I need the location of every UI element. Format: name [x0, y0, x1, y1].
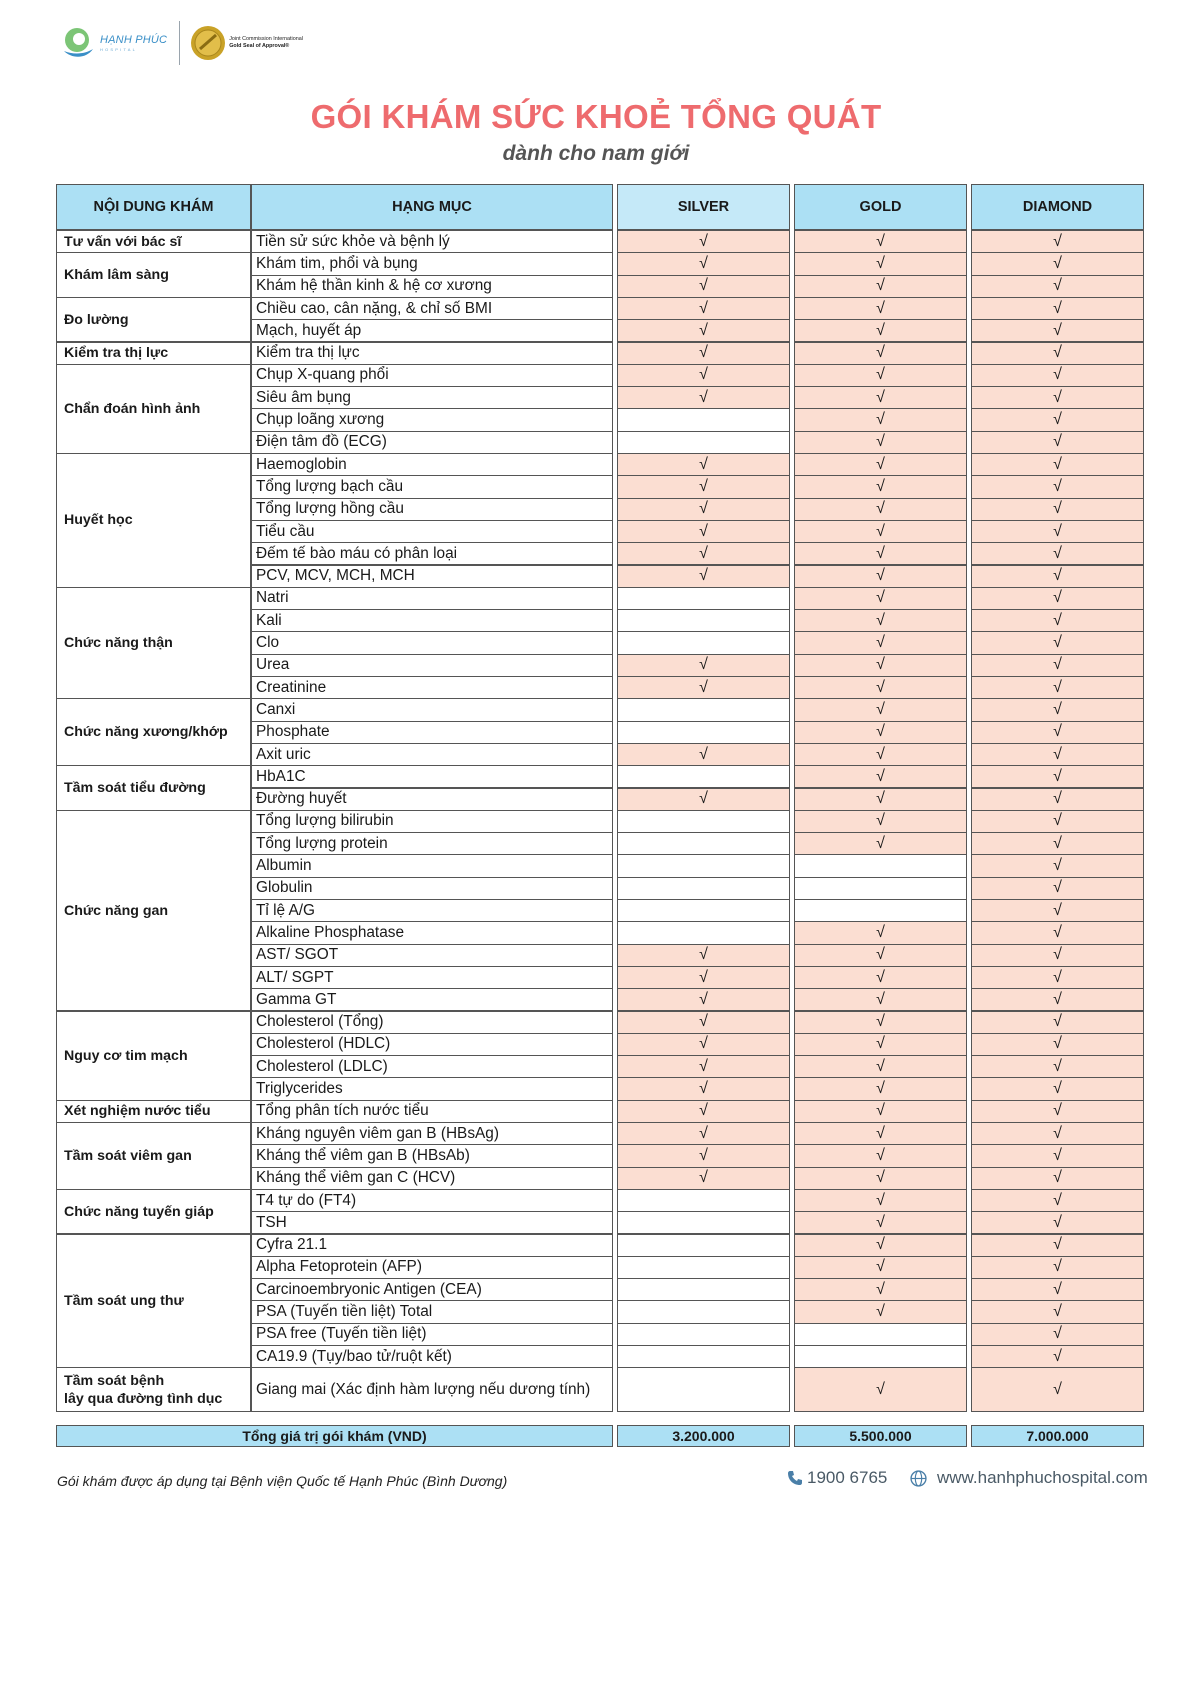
diamond-check-cell: √ [971, 609, 1144, 632]
silver-check-cell [617, 832, 790, 855]
total-label: Tổng giá trị gói khám (VND) [56, 1425, 613, 1447]
item-cell: Carcinoembryonic Antigen (CEA) [251, 1278, 613, 1301]
gold-check-cell [794, 899, 967, 922]
silver-check-cell: √ [617, 1011, 790, 1034]
diamond-check-cell: √ [971, 988, 1144, 1011]
silver-check-cell [617, 698, 790, 721]
diamond-check-cell: √ [971, 743, 1144, 766]
phone-icon [787, 1470, 803, 1486]
item-cell: Phosphate [251, 721, 613, 744]
diamond-check-cell: √ [971, 721, 1144, 744]
item-cell: Tổng lượng bilirubin [251, 810, 613, 833]
silver-check-cell: √ [617, 230, 790, 253]
gold-check-cell: √ [794, 1077, 967, 1100]
item-cell: Canxi [251, 698, 613, 721]
category-cell: Chức năng xương/khớp [56, 698, 251, 766]
gold-check-cell: √ [794, 275, 967, 298]
gold-check-cell: √ [794, 1011, 967, 1034]
silver-check-cell [617, 1367, 790, 1412]
gold-check-cell: √ [794, 988, 967, 1011]
diamond-check-cell: √ [971, 832, 1144, 855]
diamond-check-cell: √ [971, 966, 1144, 989]
diamond-check-cell: √ [971, 1367, 1144, 1412]
website-link[interactable] [910, 1468, 1148, 1488]
item-cell: Kháng thể viêm gan C (HCV) [251, 1167, 613, 1190]
diamond-check-cell: √ [971, 1055, 1144, 1078]
silver-check-cell: √ [617, 944, 790, 967]
hospital-name: HẠNH PHÚC [100, 34, 168, 46]
gold-check-cell: √ [794, 453, 967, 476]
gold-check-cell: √ [794, 498, 967, 521]
gold-check-cell: √ [794, 810, 967, 833]
category-cell: Tầm soát viêm gan [56, 1122, 251, 1190]
diamond-check-cell: √ [971, 587, 1144, 610]
item-cell: Triglycerides [251, 1077, 613, 1100]
item-cell: Đường huyết [251, 788, 613, 811]
item-cell: Tiền sử sức khỏe và bệnh lý [251, 230, 613, 253]
item-cell: Giang mai (Xác định hàm lượng nếu dương tính) [251, 1367, 613, 1412]
item-cell: Urea [251, 654, 613, 677]
diamond-check-cell: √ [971, 565, 1144, 588]
silver-check-cell: √ [617, 788, 790, 811]
diamond-check-cell: √ [971, 275, 1144, 298]
category-cell: Huyết học [56, 453, 251, 588]
item-cell: Điện tâm đồ (ECG) [251, 431, 613, 454]
item-cell: Tổng lượng hồng cầu [251, 498, 613, 521]
diamond-check-cell: √ [971, 765, 1144, 788]
silver-check-cell [617, 609, 790, 632]
silver-check-cell [617, 877, 790, 900]
diamond-check-cell: √ [971, 1234, 1144, 1257]
diamond-check-cell: √ [971, 1100, 1144, 1123]
gold-check-cell: √ [794, 364, 967, 387]
diamond-check-cell: √ [971, 1278, 1144, 1301]
item-cell: Creatinine [251, 676, 613, 699]
seal-line-1: Joint Commission International [229, 36, 303, 42]
silver-check-cell [617, 408, 790, 431]
item-cell: PSA free (Tuyến tiền liệt) [251, 1323, 613, 1346]
silver-check-cell [617, 1234, 790, 1257]
item-cell: CA19.9 (Tụy/bao tử/ruột kết) [251, 1345, 613, 1368]
silver-check-cell: √ [617, 988, 790, 1011]
diamond-check-cell: √ [971, 676, 1144, 699]
item-cell: Chụp X-quang phổi [251, 364, 613, 387]
item-cell: Gamma GT [251, 988, 613, 1011]
total-gold: 5.500.000 [794, 1425, 967, 1447]
item-cell: Khám tim, phổi và bụng [251, 252, 613, 275]
item-cell: Cholesterol (HDLC) [251, 1033, 613, 1056]
gold-check-cell: √ [794, 765, 967, 788]
item-cell: Tiểu cầu [251, 520, 613, 543]
jci-seal [190, 25, 303, 61]
category-cell: Xét nghiệm nước tiểu [56, 1100, 251, 1123]
diamond-check-cell: √ [971, 252, 1144, 275]
category-cell: Khám lâm sàng [56, 252, 251, 298]
category-cell: Tầm soát ung thư [56, 1234, 251, 1369]
col-header-silver: SILVER [617, 184, 790, 230]
diamond-check-cell: √ [971, 810, 1144, 833]
gold-check-cell: √ [794, 1278, 967, 1301]
gold-check-cell: √ [794, 1256, 967, 1279]
diamond-check-cell: √ [971, 408, 1144, 431]
silver-check-cell: √ [617, 319, 790, 342]
diamond-check-cell: √ [971, 230, 1144, 253]
gold-check-cell: √ [794, 832, 967, 855]
silver-check-cell [617, 899, 790, 922]
gold-check-cell: √ [794, 1367, 967, 1412]
gold-check-cell: √ [794, 1211, 967, 1234]
silver-check-cell: √ [617, 1033, 790, 1056]
gold-check-cell: √ [794, 542, 967, 565]
silver-check-cell: √ [617, 743, 790, 766]
silver-check-cell: √ [617, 364, 790, 387]
gold-check-cell: √ [794, 966, 967, 989]
diamond-check-cell: √ [971, 877, 1144, 900]
category-cell: Nguy cơ tim mạch [56, 1011, 251, 1101]
silver-check-cell [617, 587, 790, 610]
diamond-check-cell: √ [971, 899, 1144, 922]
diamond-check-cell: √ [971, 944, 1144, 967]
item-cell: ALT/ SGPT [251, 966, 613, 989]
gold-check-cell: √ [794, 609, 967, 632]
diamond-check-cell: √ [971, 453, 1144, 476]
silver-check-cell: √ [617, 966, 790, 989]
gold-seal-icon [190, 25, 226, 61]
silver-check-cell [617, 1323, 790, 1346]
gold-check-cell: √ [794, 1144, 967, 1167]
item-cell: Tổng lượng protein [251, 832, 613, 855]
item-cell: Albumin [251, 854, 613, 877]
silver-check-cell [617, 1256, 790, 1279]
logo-area [60, 20, 303, 66]
silver-check-cell: √ [617, 1167, 790, 1190]
gold-check-cell: √ [794, 1055, 967, 1078]
item-cell: Globulin [251, 877, 613, 900]
item-cell: Khám hệ thần kinh & hệ cơ xương [251, 275, 613, 298]
silver-check-cell: √ [617, 498, 790, 521]
silver-check-cell [617, 1189, 790, 1212]
silver-check-cell: √ [617, 342, 790, 365]
item-cell: Mạch, huyết áp [251, 319, 613, 342]
gold-check-cell: √ [794, 230, 967, 253]
gold-check-cell: √ [794, 520, 967, 543]
item-cell: Kháng thể viêm gan B (HBsAb) [251, 1144, 613, 1167]
item-cell: Cholesterol (Tổng) [251, 1011, 613, 1034]
diamond-check-cell: √ [971, 1345, 1144, 1368]
silver-check-cell: √ [617, 453, 790, 476]
diamond-check-cell: √ [971, 1323, 1144, 1346]
website-url: www.hanhphuchospital.com [937, 1468, 1148, 1487]
gold-check-cell: √ [794, 319, 967, 342]
category-cell: Kiểm tra thị lực [56, 342, 251, 365]
item-cell: Tỉ lệ A/G [251, 899, 613, 922]
gold-check-cell [794, 1323, 967, 1346]
item-cell: Cholesterol (LDLC) [251, 1055, 613, 1078]
item-cell: Tổng phân tích nước tiểu [251, 1100, 613, 1123]
total-diamond: 7.000.000 [971, 1425, 1144, 1447]
diamond-check-cell: √ [971, 1011, 1144, 1034]
item-cell: T4 tự do (FT4) [251, 1189, 613, 1212]
item-cell: Axit uric [251, 743, 613, 766]
diamond-check-cell: √ [971, 1189, 1144, 1212]
gold-check-cell: √ [794, 342, 967, 365]
gold-check-cell: √ [794, 721, 967, 744]
silver-check-cell [617, 431, 790, 454]
diamond-check-cell: √ [971, 319, 1144, 342]
silver-check-cell [617, 810, 790, 833]
category-cell: Chức năng tuyến giáp [56, 1189, 251, 1235]
category-cell: Tư vấn với bác sĩ [56, 230, 251, 253]
diamond-check-cell: √ [971, 386, 1144, 409]
diamond-check-cell: √ [971, 788, 1144, 811]
phone-contact[interactable] [787, 1468, 887, 1488]
globe-icon [910, 1470, 927, 1487]
page-title: GÓI KHÁM SỨC KHOẺ TỔNG QUÁT [310, 98, 882, 135]
col-header-gold: GOLD [794, 184, 967, 230]
gold-check-cell: √ [794, 1167, 967, 1190]
gold-check-cell: √ [794, 1234, 967, 1257]
gold-check-cell: √ [794, 944, 967, 967]
gold-check-cell: √ [794, 1122, 967, 1145]
diamond-check-cell: √ [971, 654, 1144, 677]
gold-check-cell [794, 854, 967, 877]
col-header-content: NỘI DUNG KHÁM [56, 184, 251, 230]
silver-check-cell [617, 1211, 790, 1234]
item-cell: PCV, MCV, MCH, MCH [251, 565, 613, 588]
page-subtitle: dành cho nam giới [502, 142, 690, 165]
hospital-sub: HOSPITAL [100, 47, 138, 52]
category-cell: Chức năng gan [56, 810, 251, 1012]
silver-check-cell [617, 854, 790, 877]
diamond-check-cell: √ [971, 498, 1144, 521]
diamond-check-cell: √ [971, 1144, 1144, 1167]
silver-check-cell [617, 1300, 790, 1323]
diamond-check-cell: √ [971, 1167, 1144, 1190]
silver-check-cell [617, 765, 790, 788]
total-silver: 3.200.000 [617, 1425, 790, 1447]
gold-check-cell: √ [794, 475, 967, 498]
diamond-check-cell: √ [971, 1300, 1144, 1323]
gold-check-cell: √ [794, 676, 967, 699]
gold-check-cell: √ [794, 431, 967, 454]
silver-check-cell [617, 721, 790, 744]
silver-check-cell: √ [617, 275, 790, 298]
gold-check-cell: √ [794, 631, 967, 654]
gold-check-cell: √ [794, 698, 967, 721]
item-cell: Alpha Fetoprotein (AFP) [251, 1256, 613, 1279]
footer-note: Gói khám được áp dụng tại Bệnh viện Quốc tế Hạnh Phúc (Bình Dương) [57, 1473, 508, 1489]
diamond-check-cell: √ [971, 542, 1144, 565]
diamond-check-cell: √ [971, 1033, 1144, 1056]
item-cell: Clo [251, 631, 613, 654]
diamond-check-cell: √ [971, 1122, 1144, 1145]
seal-line-2: Gold Seal of Approval® [229, 43, 290, 49]
diamond-check-cell: √ [971, 342, 1144, 365]
gold-check-cell [794, 1345, 967, 1368]
item-cell: AST/ SGOT [251, 944, 613, 967]
gold-check-cell: √ [794, 654, 967, 677]
gold-check-cell: √ [794, 1300, 967, 1323]
gold-check-cell: √ [794, 788, 967, 811]
item-cell: Kali [251, 609, 613, 632]
silver-check-cell: √ [617, 1077, 790, 1100]
silver-check-cell: √ [617, 252, 790, 275]
diamond-check-cell: √ [971, 631, 1144, 654]
gold-check-cell: √ [794, 1189, 967, 1212]
item-cell: HbA1C [251, 765, 613, 788]
col-header-item: HẠNG MỤC [251, 184, 613, 230]
category-cell: Chức năng thận [56, 587, 251, 700]
diamond-check-cell: √ [971, 475, 1144, 498]
item-cell: Kiểm tra thị lực [251, 342, 613, 365]
hospital-logo [60, 25, 167, 61]
diamond-check-cell: √ [971, 1256, 1144, 1279]
phone-number: 1900 6765 [807, 1468, 888, 1487]
col-header-diamond: DIAMOND [971, 184, 1144, 230]
diamond-check-cell: √ [971, 364, 1144, 387]
diamond-check-cell: √ [971, 698, 1144, 721]
item-cell: Chụp loãng xương [251, 408, 613, 431]
silver-check-cell: √ [617, 297, 790, 320]
gold-check-cell: √ [794, 921, 967, 944]
item-cell: Đếm tế bào máu có phân loại [251, 542, 613, 565]
diamond-check-cell: √ [971, 431, 1144, 454]
silver-check-cell: √ [617, 1144, 790, 1167]
category-cell: Tầm soát tiểu đường [56, 765, 251, 811]
diamond-check-cell: √ [971, 1211, 1144, 1234]
gold-check-cell: √ [794, 297, 967, 320]
diamond-check-cell: √ [971, 921, 1144, 944]
silver-check-cell: √ [617, 565, 790, 588]
hospital-logo-icon [60, 25, 96, 61]
silver-check-cell: √ [617, 1122, 790, 1145]
gold-check-cell: √ [794, 1100, 967, 1123]
gold-check-cell: √ [794, 408, 967, 431]
diamond-check-cell: √ [971, 854, 1144, 877]
category-cell: Chẩn đoán hình ảnh [56, 364, 251, 454]
gold-check-cell: √ [794, 565, 967, 588]
gold-check-cell: √ [794, 587, 967, 610]
silver-check-cell: √ [617, 676, 790, 699]
item-cell: Cyfra 21.1 [251, 1234, 613, 1257]
silver-check-cell [617, 631, 790, 654]
silver-check-cell: √ [617, 1055, 790, 1078]
silver-check-cell: √ [617, 654, 790, 677]
gold-check-cell: √ [794, 743, 967, 766]
category-cell: Đo lường [56, 297, 251, 343]
item-cell: Kháng nguyên viêm gan B (HBsAg) [251, 1122, 613, 1145]
item-cell: TSH [251, 1211, 613, 1234]
silver-check-cell: √ [617, 475, 790, 498]
category-cell: Tầm soát bệnh lây qua đường tình dục [56, 1367, 251, 1412]
item-cell: Haemoglobin [251, 453, 613, 476]
item-cell: Natri [251, 587, 613, 610]
logo-divider [179, 21, 180, 65]
silver-check-cell: √ [617, 542, 790, 565]
gold-check-cell [794, 877, 967, 900]
diamond-check-cell: √ [971, 520, 1144, 543]
silver-check-cell [617, 1345, 790, 1368]
silver-check-cell: √ [617, 520, 790, 543]
item-cell: Alkaline Phosphatase [251, 921, 613, 944]
silver-check-cell: √ [617, 1100, 790, 1123]
item-cell: PSA (Tuyến tiền liệt) Total [251, 1300, 613, 1323]
gold-check-cell: √ [794, 252, 967, 275]
diamond-check-cell: √ [971, 1077, 1144, 1100]
silver-check-cell [617, 921, 790, 944]
silver-check-cell [617, 1278, 790, 1301]
item-cell: Chiều cao, cân nặng, & chỉ số BMI [251, 297, 613, 320]
item-cell: Siêu âm bụng [251, 386, 613, 409]
silver-check-cell: √ [617, 386, 790, 409]
item-cell: Tổng lượng bạch cầu [251, 475, 613, 498]
diamond-check-cell: √ [971, 297, 1144, 320]
gold-check-cell: √ [794, 1033, 967, 1056]
gold-check-cell: √ [794, 386, 967, 409]
